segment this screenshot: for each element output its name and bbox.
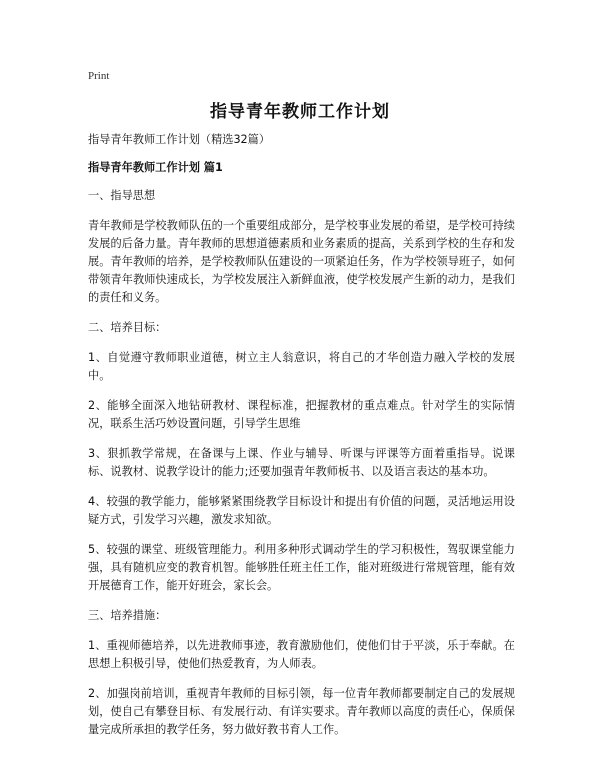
section-title: 指导青年教师工作计划 篇1 bbox=[88, 161, 223, 174]
goal-item: 3、狠抓教学常规，在备课与上课、作业与辅导、听课与评课等方面着重指导。说课标、说教材、说教学设计的能力;还要加强青年教师板书、以及语言表达的基本功。 bbox=[88, 447, 515, 478]
goal-item: 2、能够全面深入地钻研教材、课程标准，把握教材的重点难点。针对学生的实际情况，联系生活巧妙设置问题，引导学生思维 bbox=[88, 399, 515, 430]
measure-item: 1、重视师德培养，以先进教师事迹，教育激励他们，使他们甘于平淡，乐于奉献。在思想上积极引导，使他们热爱教育，为人师表。 bbox=[88, 639, 515, 670]
page-title: 指导青年教师工作计划 bbox=[210, 102, 390, 122]
doc-subtitle: 指导青年教师工作计划（精选32篇） bbox=[88, 133, 271, 146]
heading-training-goals: 二、培养目标： bbox=[88, 321, 167, 334]
heading-guiding-thought: 一、指导思想 bbox=[88, 189, 156, 202]
measure-item: 2、加强岗前培训，重视青年教师的目标引领，每一位青年教师都要制定自己的发展规划，使自己有攀登目标、有发展行动、有详实要求。青年教师以高度的责任心，保质保量完成所承担的教学任务，努力做好教书育人工作。 bbox=[88, 687, 515, 736]
heading-training-measures: 三、培养措施： bbox=[88, 609, 167, 622]
goal-item: 4、较强的教学能力，能够紧紧围绕教学目标设计和提出有价值的问题，灵活地运用设疑方式，引发学习兴趣，激发求知欲。 bbox=[88, 495, 515, 526]
print-label[interactable]: Print bbox=[88, 70, 110, 82]
goal-item: 5、较强的课堂、班级管理能力。利用多种形式调动学生的学习积极性，驾驭课堂能力强，具有随机应变的教育机智。能够胜任班主任工作，能对班级进行常规管理，能有效开展德育工作，能开好班会，家长会。 bbox=[88, 543, 515, 592]
document-body bbox=[88, 131, 515, 751]
goal-item: 1、自觉遵守教师职业道德，树立主人翁意识，将自己的才华创造力融入学校的发展中。 bbox=[88, 351, 515, 382]
paragraph-guiding-thought: 青年教师是学校教师队伍的一个重要组成部分，是学校事业发展的希望，是学校可持续发展的后备力量。青年教师的思想道德素质和业务素质的提高，关系到学校的生存和发展。青年教师的培养，是学校教师队伍建设的一项紧迫任务，作为学校领导班子，如何带领青年教师快速成长，为学校发展注入新鲜血液，使学校发展产生新的动力，是我们的责任和义务。 bbox=[88, 219, 515, 304]
